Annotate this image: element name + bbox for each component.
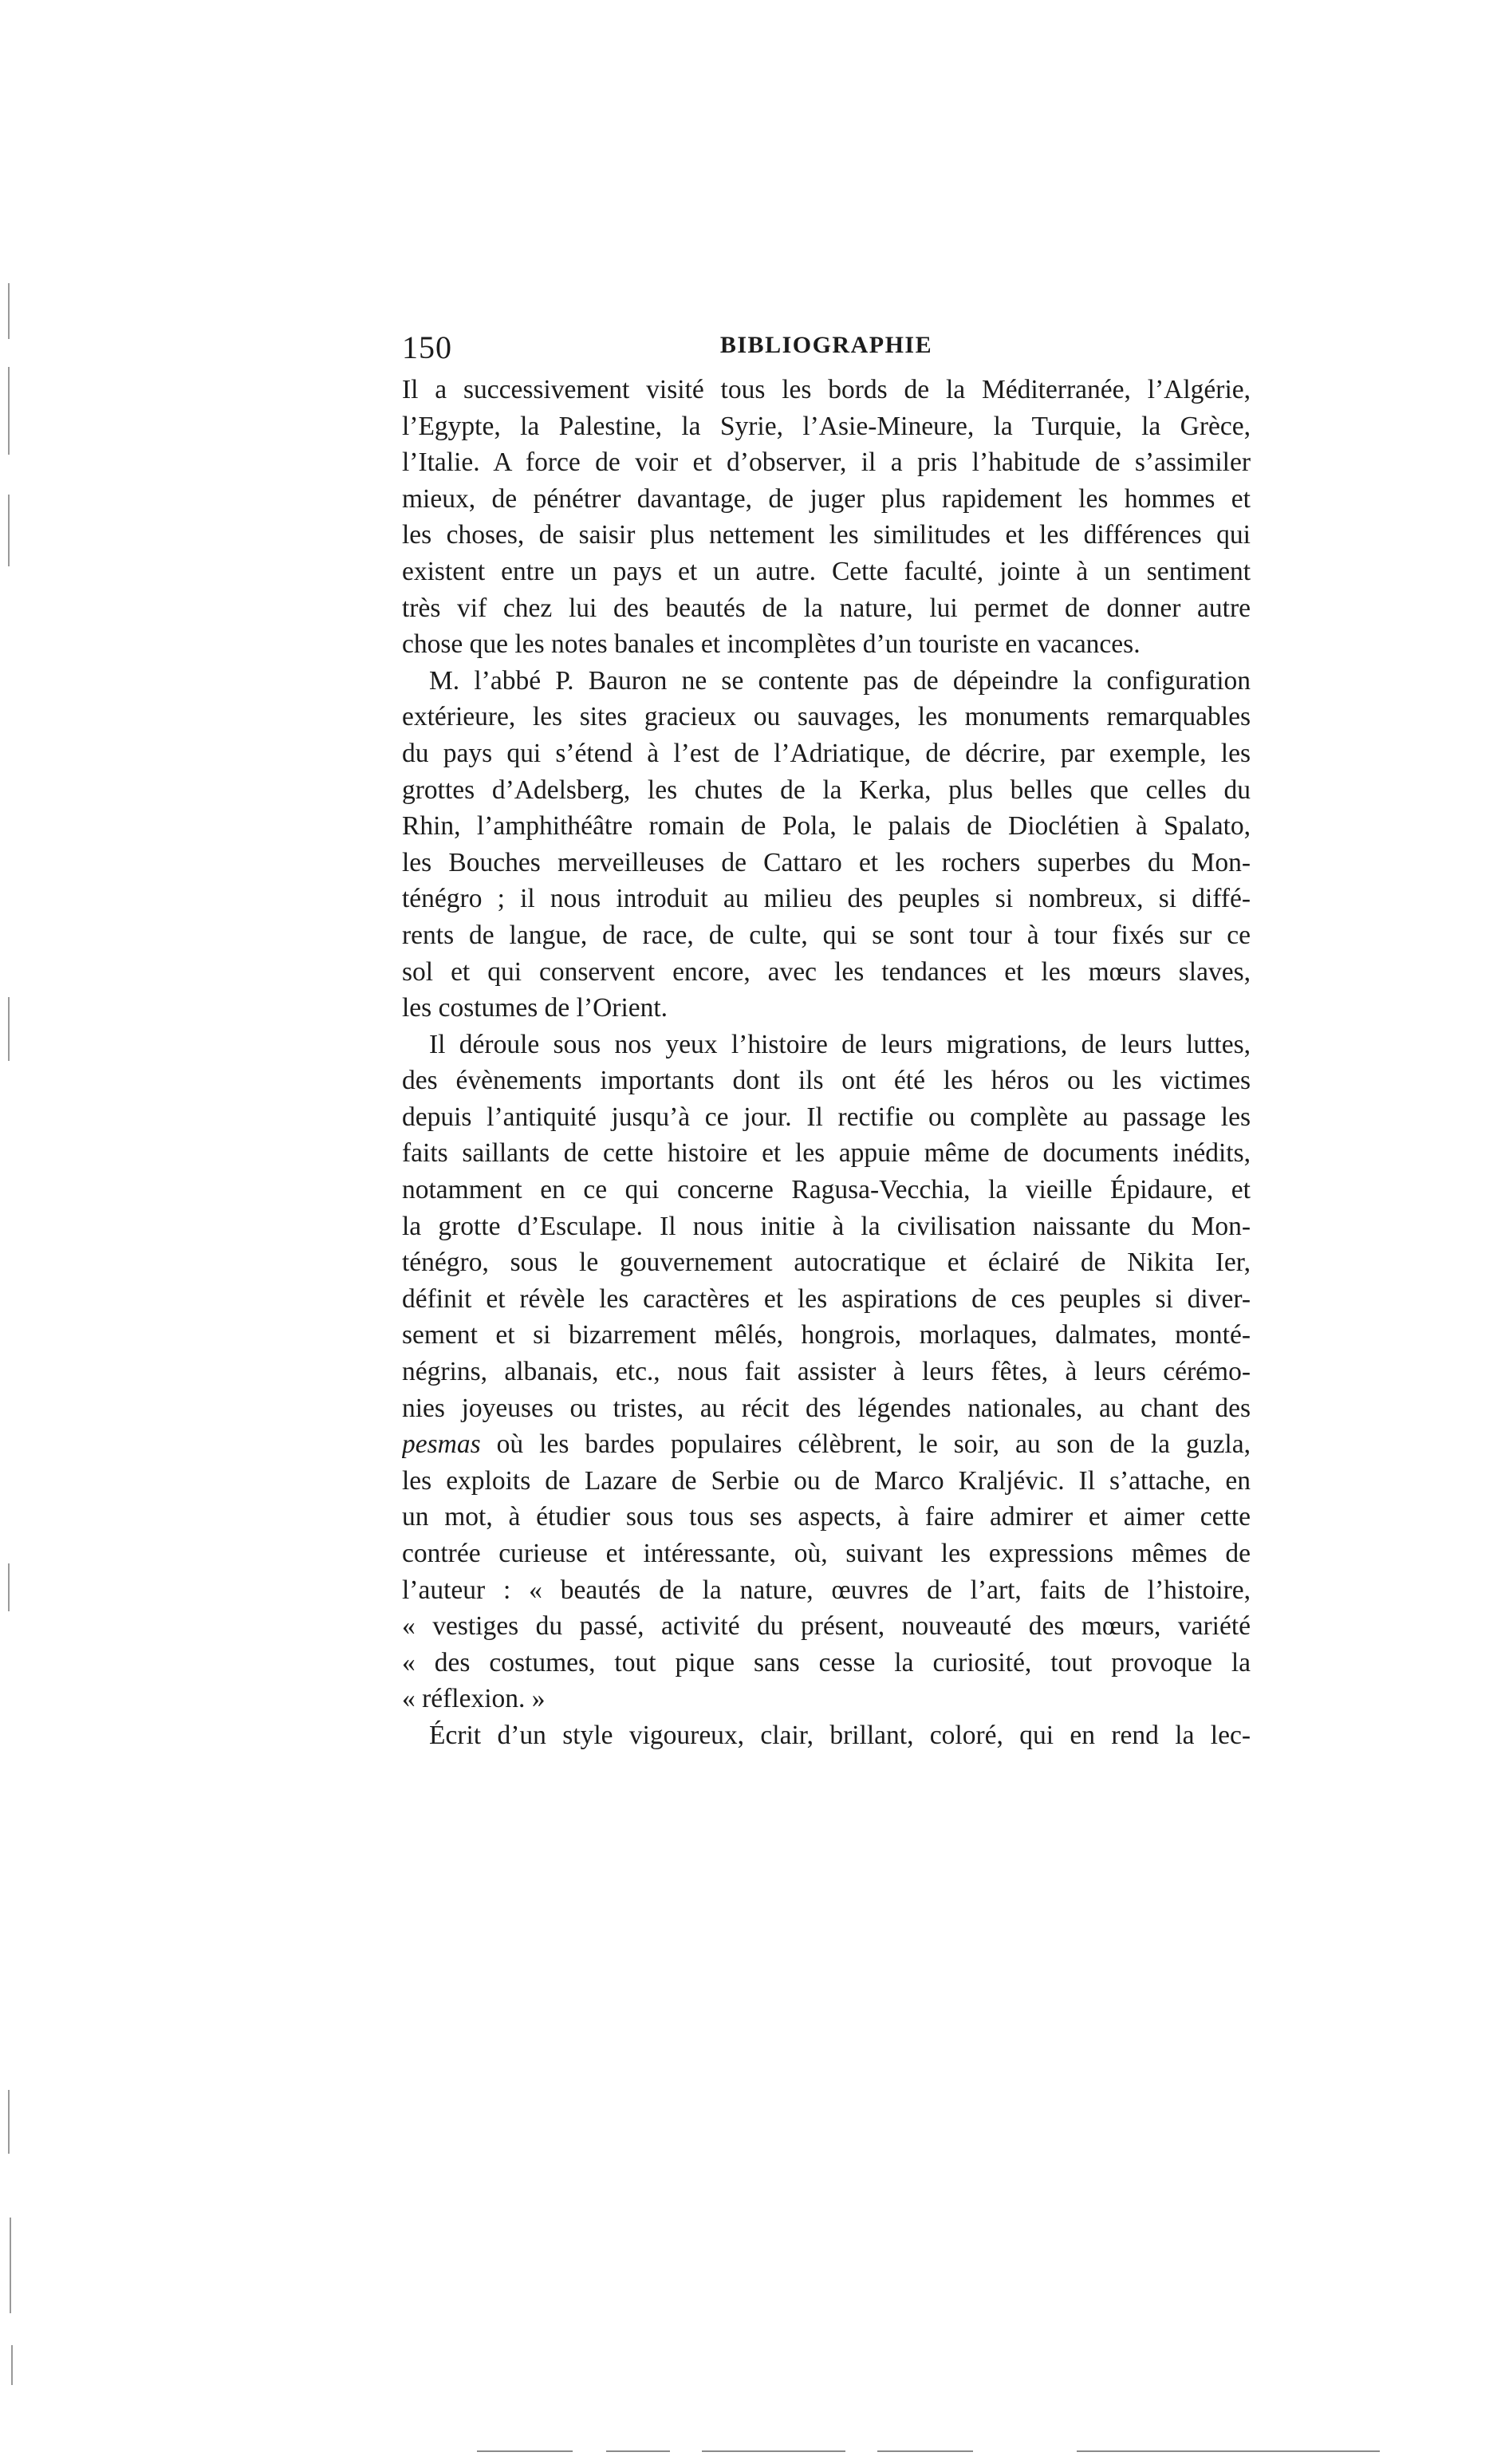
body-text	[402, 372, 1251, 1754]
text-line: l’Italie. A force de voir et d’observer, il a pris l’habitude de s’assimiler	[402, 447, 1251, 478]
text-line: mieux, de pénétrer davantage, de juger plus rapidement les hommes et	[402, 483, 1251, 514]
text-line: faits saillants de cette histoire et les appuie même de documents inédits,	[402, 1138, 1251, 1169]
text-line: rents de langue, de race, de culte, qui se sont tour à tour fixés sur ce	[402, 920, 1251, 950]
text-line: l’auteur : « beautés de la nature, œuvres de l’art, faits de l’histoire,	[402, 1575, 1251, 1605]
text-line: ténégro ; il nous introduit au milieu des peuples si nombreux, si diffé-	[402, 884, 1251, 914]
bottom-rule	[477, 2450, 573, 2452]
text-line: existent entre un pays et un autre. Cette faculté, jointe à un sentiment	[402, 556, 1251, 586]
text-line: les exploits de Lazare de Serbie ou de Marco Kraljévic. Il s’attache, en	[402, 1465, 1251, 1496]
bottom-rule	[877, 2450, 973, 2452]
text-line: un mot, à étudier sous tous ses aspects, à faire admirer et aimer cette	[402, 1502, 1251, 1532]
running-head	[402, 329, 1251, 369]
scan-mark	[8, 495, 10, 566]
text-line: les Bouches merveilleuses de Cattaro et les rochers superbes du Mon-	[402, 847, 1251, 877]
scan-mark	[10, 2218, 11, 2313]
bottom-rule	[606, 2450, 670, 2452]
text-line: Il a successivement visité tous les bords de la Méditerranée, l’Algérie,	[402, 375, 1251, 404]
text-line: l’Egypte, la Palestine, la Syrie, l’Asie-Mineure, la Turquie, la Grèce,	[402, 411, 1251, 441]
scan-mark	[8, 367, 10, 455]
text-line: grottes d’Adelsberg, les chutes de la Kerka, plus belles que celles du	[402, 775, 1251, 805]
text-line: nies joyeuses ou tristes, au récit des légendes nationales, au chant des	[402, 1393, 1251, 1423]
text-line: les costumes de l’Orient.	[402, 993, 668, 1023]
text-line: ténégro, sous le gouvernement autocratique et éclairé de Nikita Ier,	[402, 1248, 1251, 1278]
text-line: Rhin, l’amphithéâtre romain de Pola, le palais de Dioclétien à Spalato,	[402, 811, 1251, 842]
text-line: pesmas où les bardes populaires célèbrent, le soir, au son de la guzla,	[402, 1429, 1251, 1460]
text-line: Il déroule sous nos yeux l’histoire de leurs migrations, de leurs luttes,	[429, 1029, 1251, 1059]
text-line: du pays qui s’étend à l’est de l’Adriatique, de décrire, par exemple, les	[402, 738, 1251, 768]
text-line: des évènements importants dont ils ont été les héros ou les victimes	[402, 1066, 1251, 1096]
scan-mark	[8, 997, 10, 1061]
text-line: définit et révèle les caractères et les aspirations de ces peuples si diver-	[402, 1283, 1251, 1314]
text-line: extérieure, les sites gracieux ou sauvages, les monuments remarquables	[402, 702, 1251, 732]
text-line: chose que les notes banales et incomplètes d’un touriste en vacances.	[402, 629, 1141, 660]
page-number: 150	[402, 329, 452, 365]
text-line: M. l’abbé P. Bauron ne se contente pas de dépeindre la configuration	[429, 665, 1251, 696]
text-line: contrée curieuse et intéressante, où, suivant les expressions mêmes de	[402, 1539, 1251, 1568]
text-line: depuis l’antiquité jusqu’à ce jour. Il rectifie ou complète au passage les	[402, 1102, 1251, 1132]
text-line: sement et si bizarrement mêlés, hongrois, morlaques, dalmates, monté-	[402, 1320, 1251, 1350]
scan-mark	[8, 1563, 10, 1611]
scan-mark	[8, 283, 10, 339]
text-line: très vif chez lui des beautés de la nature, lui permet de donner autre	[402, 593, 1251, 623]
text-line: « réflexion. »	[402, 1684, 546, 1714]
text-line: la grotte d’Esculape. Il nous initie à la civilisation naissante du Mon-	[402, 1211, 1251, 1241]
text-line: « des costumes, tout pique sans cesse la curiosité, tout provoque la	[402, 1647, 1251, 1677]
text-line: négrins, albanais, etc., nous fait assister à leurs fêtes, à leurs cérémo-	[402, 1357, 1251, 1387]
text-line: sol et qui conservent encore, avec les tendances et les mœurs slaves,	[402, 956, 1251, 987]
scan-mark	[11, 2345, 13, 2385]
text-line: Écrit d’un style vigoureux, clair, brillant, coloré, qui en rend la lec-	[429, 1720, 1251, 1750]
bottom-rule	[702, 2450, 845, 2452]
text-line: les choses, de saisir plus nettement les similitudes et les différences qui	[402, 520, 1251, 550]
running-title: BIBLIOGRAPHIE	[719, 332, 933, 358]
bottom-rule	[1077, 2450, 1380, 2452]
text-line: notamment en ce qui concerne Ragusa-Vecchia, la vieille Épidaure, et	[402, 1175, 1251, 1205]
text-line: « vestiges du passé, activité du présent, nouveauté des mœurs, variété	[402, 1611, 1251, 1642]
scan-mark	[8, 2090, 10, 2154]
